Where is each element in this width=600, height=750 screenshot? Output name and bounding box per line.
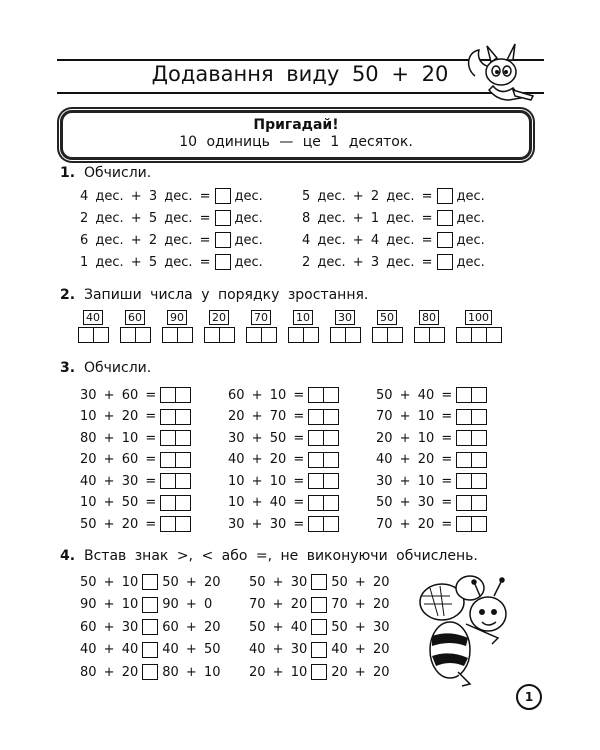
answer-cell[interactable] — [175, 495, 191, 511]
squirrel-illustration — [463, 38, 543, 104]
answer-boxes[interactable] — [160, 430, 190, 446]
unit-label: дес. — [234, 210, 263, 226]
answer-cell[interactable] — [308, 387, 324, 403]
sign-box[interactable] — [142, 597, 158, 613]
task-3-row — [376, 473, 486, 489]
sequence-number: 90 — [167, 310, 187, 325]
answer-cell[interactable] — [323, 495, 339, 511]
expression: 10 + 10 = — [228, 473, 305, 489]
comparison-row — [80, 664, 221, 680]
comparison-row — [249, 619, 390, 635]
answer-cell[interactable] — [175, 452, 191, 468]
answer-cell[interactable] — [160, 387, 176, 403]
sequence-number: 80 — [419, 310, 439, 325]
expression: 70 + 20 = — [376, 516, 453, 532]
answer-cell[interactable] — [456, 387, 472, 403]
number-slot — [414, 310, 444, 343]
answer-cell[interactable] — [219, 327, 235, 343]
answer-boxes[interactable] — [160, 387, 190, 403]
expression: 10 + 40 = — [228, 495, 305, 510]
answer-cell[interactable] — [261, 327, 277, 343]
task-3-row — [376, 495, 486, 511]
answer-boxes[interactable] — [160, 452, 190, 468]
task-1-row — [80, 232, 263, 248]
left-expression: 70 + 20 — [249, 597, 308, 612]
answer-boxes[interactable] — [160, 516, 190, 532]
answer-cell[interactable] — [204, 327, 220, 343]
answer-cell[interactable] — [456, 452, 472, 468]
number-slot — [162, 310, 192, 343]
answer-boxes[interactable] — [308, 473, 338, 489]
expression: 4 дес. + 4 дес. = — [302, 232, 433, 248]
answer-boxes[interactable] — [308, 495, 338, 511]
left-expression: 50 + 30 — [249, 574, 308, 590]
page-number: 1 — [516, 684, 542, 710]
answer-cell[interactable] — [323, 387, 339, 403]
task-3-row — [80, 495, 190, 511]
answer-cell[interactable] — [160, 452, 176, 468]
answer-cell[interactable] — [471, 409, 487, 425]
answer-cell[interactable] — [308, 495, 324, 511]
left-expression: 90 + 10 — [80, 597, 139, 612]
task-3-row — [80, 516, 190, 532]
answer-cell[interactable] — [456, 473, 472, 489]
answer-cell[interactable] — [471, 516, 487, 532]
answer-cell[interactable] — [308, 430, 324, 446]
right-expression: 20 + 20 — [331, 664, 390, 680]
task-1-row — [302, 188, 485, 204]
right-expression: 50 + 20 — [331, 574, 390, 590]
answer-cell[interactable] — [323, 409, 339, 425]
number-slot — [78, 310, 108, 343]
unit-label: дес. — [234, 232, 263, 248]
answer-cell[interactable] — [308, 452, 324, 468]
answer-cell[interactable] — [471, 452, 487, 468]
answer-cell[interactable] — [308, 516, 324, 532]
task-3-text: Обчисли. — [84, 360, 152, 376]
comparison-row — [249, 574, 390, 590]
answer-cell[interactable] — [323, 452, 339, 468]
expression: 50 + 40 = — [376, 387, 453, 403]
task-3-number: 3. — [60, 360, 76, 376]
answer-box[interactable] — [215, 254, 231, 270]
answer-boxes[interactable] — [456, 452, 486, 468]
answer-cells[interactable] — [162, 327, 192, 343]
answer-boxes[interactable] — [456, 387, 486, 403]
answer-boxes[interactable] — [160, 409, 190, 425]
answer-cell[interactable] — [345, 327, 361, 343]
sequence-number: 10 — [293, 310, 313, 325]
right-expression: 70 + 20 — [331, 597, 390, 612]
answer-cell[interactable] — [303, 327, 319, 343]
sign-box[interactable] — [142, 619, 158, 635]
answer-boxes[interactable] — [456, 516, 486, 532]
number-slot — [456, 310, 501, 343]
expression: 8 дес. + 1 дес. = — [302, 210, 433, 226]
answer-box[interactable] — [437, 188, 453, 204]
answer-cell[interactable] — [175, 430, 191, 446]
answer-cells[interactable] — [120, 327, 150, 343]
answer-cell[interactable] — [160, 495, 176, 511]
answer-cell[interactable] — [456, 516, 472, 532]
task-3-row — [80, 473, 190, 489]
task-1-row — [302, 254, 485, 270]
unit-label: дес. — [234, 188, 263, 204]
left-expression: 40 + 40 — [80, 642, 139, 657]
reminder-heading: Пригадай! — [253, 117, 339, 133]
answer-cell[interactable] — [160, 473, 176, 489]
left-expression: 60 + 30 — [80, 619, 139, 635]
answer-boxes[interactable] — [160, 473, 190, 489]
number-slot — [288, 310, 318, 343]
answer-cell[interactable] — [135, 327, 151, 343]
task-1-number: 1. — [60, 165, 76, 181]
answer-cell[interactable] — [162, 327, 178, 343]
number-slot — [120, 310, 150, 343]
sequence-number: 100 — [465, 310, 492, 325]
task-1-row — [80, 188, 263, 204]
task-3-row — [376, 409, 486, 425]
task-3-row — [228, 452, 338, 468]
expression: 10 + 50 = — [80, 495, 157, 510]
answer-boxes[interactable] — [456, 495, 486, 511]
task-3-row — [228, 387, 338, 403]
right-expression: 80 + 10 — [162, 664, 221, 680]
answer-cells[interactable] — [204, 327, 234, 343]
answer-boxes[interactable] — [308, 409, 338, 425]
right-expression: 50 + 20 — [162, 574, 221, 590]
expression: 40 + 30 = — [80, 473, 157, 489]
expression: 80 + 10 = — [80, 430, 157, 446]
expression: 4 дес. + 3 дес. = — [80, 188, 211, 204]
left-expression: 80 + 20 — [80, 664, 139, 680]
answer-boxes[interactable] — [456, 430, 486, 446]
answer-cell[interactable] — [429, 327, 445, 343]
expression: 60 + 10 = — [228, 387, 305, 403]
answer-cells[interactable] — [78, 327, 108, 343]
expression: 20 + 10 = — [376, 430, 453, 446]
right-expression: 90 + 0 — [162, 597, 213, 612]
task-3-row — [228, 516, 338, 532]
expression: 30 + 50 = — [228, 430, 305, 446]
sign-box[interactable] — [142, 664, 158, 680]
task-3-row — [80, 452, 190, 468]
answer-box[interactable] — [437, 232, 453, 248]
expression: 2 дес. + 5 дес. = — [80, 210, 211, 226]
answer-cell[interactable] — [486, 327, 502, 343]
right-expression: 40 + 50 — [162, 642, 221, 657]
task-1-row — [80, 254, 263, 270]
unit-label: дес. — [456, 210, 485, 226]
answer-cell[interactable] — [323, 473, 339, 489]
answer-box[interactable] — [215, 210, 231, 226]
task-1-text: Обчисли. — [84, 165, 152, 181]
answer-boxes[interactable] — [308, 387, 338, 403]
answer-cells[interactable] — [330, 327, 360, 343]
answer-cell[interactable] — [120, 327, 136, 343]
answer-cell[interactable] — [456, 495, 472, 511]
answer-cell[interactable] — [471, 327, 487, 343]
answer-cell[interactable] — [372, 327, 388, 343]
task-1-row — [302, 232, 485, 248]
left-expression: 50 + 10 — [80, 574, 139, 590]
answer-boxes[interactable] — [308, 516, 338, 532]
left-expression: 50 + 40 — [249, 619, 308, 635]
answer-cell[interactable] — [323, 516, 339, 532]
sequence-number: 20 — [209, 310, 229, 325]
expression: 5 дес. + 2 дес. = — [302, 188, 433, 204]
expression: 30 + 30 = — [228, 516, 305, 532]
sign-box[interactable] — [142, 642, 158, 658]
task-3-row — [376, 387, 486, 403]
answer-cells[interactable] — [246, 327, 276, 343]
task-1-row — [302, 210, 485, 226]
expression: 40 + 20 = — [228, 452, 305, 467]
expression: 10 + 20 = — [80, 409, 157, 424]
expression: 50 + 20 = — [80, 516, 157, 532]
expression: 1 дес. + 5 дес. = — [80, 254, 211, 270]
answer-cells[interactable] — [456, 327, 501, 343]
task-2-number: 2. — [60, 287, 76, 303]
answer-cell[interactable] — [177, 327, 193, 343]
task-3-row — [80, 430, 190, 446]
answer-cell[interactable] — [78, 327, 94, 343]
expression: 40 + 20 = — [376, 452, 453, 467]
answer-cell[interactable] — [246, 327, 262, 343]
sign-box[interactable] — [311, 664, 327, 680]
answer-box[interactable] — [215, 188, 231, 204]
answer-cell[interactable] — [175, 387, 191, 403]
task-3-row — [376, 430, 486, 446]
task-3-row — [228, 409, 338, 425]
task-4-number: 4. — [60, 548, 76, 564]
answer-boxes[interactable] — [160, 495, 190, 511]
sign-box[interactable] — [142, 574, 158, 590]
answer-boxes[interactable] — [308, 430, 338, 446]
task-3-row — [80, 409, 190, 425]
answer-box[interactable] — [437, 210, 453, 226]
expression: 70 + 10 = — [376, 409, 453, 424]
unit-label: дес. — [456, 232, 485, 248]
task-3-row — [376, 452, 486, 468]
answer-cell[interactable] — [456, 409, 472, 425]
right-expression: 60 + 20 — [162, 619, 221, 635]
sequence-number: 60 — [125, 310, 145, 325]
task-3-row — [228, 430, 338, 446]
answer-cell[interactable] — [288, 327, 304, 343]
comparison-row — [80, 642, 221, 658]
unit-label: дес. — [456, 188, 485, 204]
comparison-row — [249, 642, 390, 658]
answer-cell[interactable] — [308, 409, 324, 425]
answer-cell[interactable] — [456, 327, 472, 343]
task-2-text: Запиши числа у порядку зростання. — [84, 287, 369, 303]
answer-cell[interactable] — [471, 387, 487, 403]
comparison-row — [80, 574, 221, 590]
task-3-row — [376, 516, 486, 532]
answer-cell[interactable] — [175, 409, 191, 425]
answer-box[interactable] — [215, 232, 231, 248]
sign-box[interactable] — [311, 619, 327, 635]
sign-box[interactable] — [311, 597, 327, 613]
left-expression: 40 + 30 — [249, 642, 308, 657]
answer-cell[interactable] — [471, 473, 487, 489]
answer-cell[interactable] — [308, 473, 324, 489]
number-slot — [330, 310, 360, 343]
answer-cell[interactable] — [330, 327, 346, 343]
expression: 30 + 60 = — [80, 387, 157, 403]
expression: 6 дес. + 2 дес. = — [80, 232, 211, 248]
left-expression: 20 + 10 — [249, 664, 308, 680]
sign-box[interactable] — [311, 574, 327, 590]
sign-box[interactable] — [311, 642, 327, 658]
answer-cell[interactable] — [175, 516, 191, 532]
comparison-row — [249, 664, 390, 680]
answer-cells[interactable] — [288, 327, 318, 343]
answer-cell[interactable] — [160, 430, 176, 446]
number-slot — [204, 310, 234, 343]
answer-cells[interactable] — [372, 327, 402, 343]
number-slot — [246, 310, 276, 343]
expression: 20 + 70 = — [228, 409, 305, 424]
answer-cell[interactable] — [387, 327, 403, 343]
sequence-number: 40 — [83, 310, 103, 325]
expression: 20 + 60 = — [80, 452, 157, 467]
reminder-text: 10 одиниць — це 1 десяток. — [179, 134, 413, 150]
task-1-row — [80, 210, 263, 226]
answer-cell[interactable] — [93, 327, 109, 343]
answer-boxes[interactable] — [308, 452, 338, 468]
comparison-row — [249, 597, 390, 613]
unit-label: дес. — [456, 254, 485, 270]
sequence-number: 50 — [377, 310, 397, 325]
task-3-row — [80, 387, 190, 403]
expression: 2 дес. + 3 дес. = — [302, 254, 433, 270]
answer-cell[interactable] — [471, 430, 487, 446]
right-expression: 40 + 20 — [331, 642, 390, 657]
unit-label: дес. — [234, 254, 263, 270]
sequence-number: 70 — [251, 310, 271, 325]
right-expression: 50 + 30 — [331, 619, 390, 635]
number-slot — [372, 310, 402, 343]
answer-boxes[interactable] — [456, 473, 486, 489]
answer-cell[interactable] — [160, 516, 176, 532]
answer-cell[interactable] — [160, 409, 176, 425]
answer-cell[interactable] — [175, 473, 191, 489]
task-4-text: Встав знак >, < або =, не виконуючи обчислень. — [84, 548, 478, 564]
comparison-row — [80, 597, 212, 613]
bee-illustration — [410, 572, 520, 690]
expression: 50 + 30 = — [376, 495, 453, 510]
reminder-box — [60, 110, 532, 160]
sequence-number: 30 — [335, 310, 355, 325]
answer-cell[interactable] — [471, 495, 487, 511]
answer-cell[interactable] — [456, 430, 472, 446]
answer-cell[interactable] — [323, 430, 339, 446]
expression: 30 + 10 = — [376, 473, 453, 489]
answer-cell[interactable] — [414, 327, 430, 343]
task-3-row — [228, 495, 338, 511]
answer-boxes[interactable] — [456, 409, 486, 425]
answer-box[interactable] — [437, 254, 453, 270]
task-3-row — [228, 473, 338, 489]
answer-cells[interactable] — [414, 327, 444, 343]
page-title: Додавання виду 50 + 20 — [151, 62, 449, 86]
comparison-row — [80, 619, 221, 635]
